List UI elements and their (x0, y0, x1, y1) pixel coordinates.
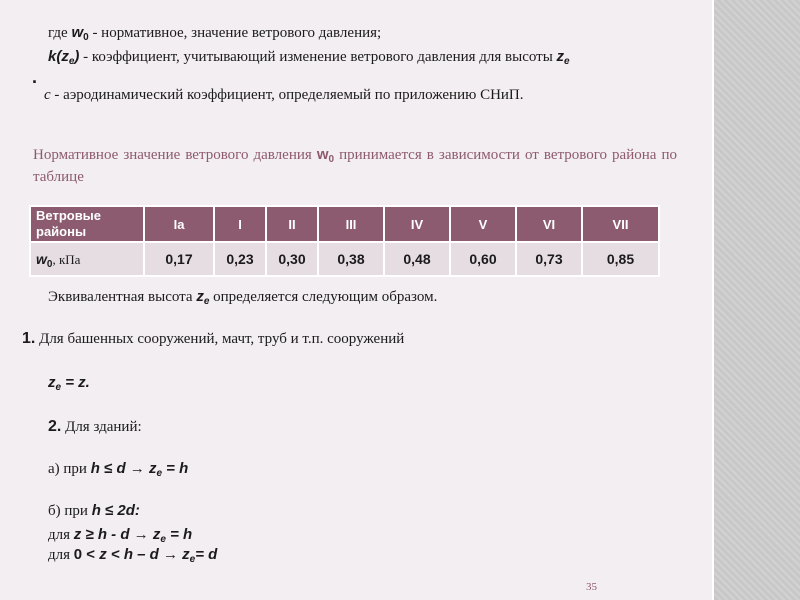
header-wind-regions: Ветровые районы (30, 206, 144, 242)
table-cell-value: 0,23 (214, 242, 266, 276)
case-1-text: 1. Для башенных сооружений, мачт, труб и т.п. сооружений (22, 330, 405, 347)
table-cell-value: 0,60 (450, 242, 516, 276)
case-2-text: 2. Для зданий: (48, 418, 142, 435)
definition-c: с - аэродинамический коэффициент, определяемый по приложению СНиП. (44, 87, 524, 103)
definition-w0: где $w_0$ - нормативное, значение ветрового давления; (48, 24, 382, 43)
side-decoration-edge (712, 0, 714, 600)
wind-pressure-table (29, 205, 660, 277)
equivalent-height-text: Эквивалентная высота $z_e$ определяется следующим образом. (48, 288, 438, 307)
case-2b-1: для $z \ge h - d \to z_e = h$ (48, 526, 193, 545)
intro-paragraph: Нормативное значение ветрового давления $w_0$ принимается в зависимости от ветрового района по таблице (33, 146, 677, 185)
table-cell-value: 0,17 (144, 242, 214, 276)
table-cell-value: 0,30 (266, 242, 318, 276)
case-2b-2: для $0 < z < h - d \to z_e= d$ (48, 546, 218, 565)
definition-k: $k(z_e)$ - коэффициент, учитывающий изменение ветрового давления для высоты $z_e$ (48, 48, 570, 67)
page-number: 35 (586, 581, 597, 593)
header-region: V (450, 206, 516, 242)
header-region: III (318, 206, 384, 242)
case-1-formula: $z_e = z$. (48, 374, 90, 393)
header-region: VI (516, 206, 582, 242)
case-2a: а) при $h \le d \to z_e = h$ (48, 460, 189, 479)
table-cell-value: 0,38 (318, 242, 384, 276)
symbol-w: w (71, 24, 84, 41)
case-2b: б) при h ≤ 2d: (48, 502, 140, 519)
bullet-dot: . (32, 67, 38, 87)
table-header-row (30, 206, 659, 242)
table-cell-value: 0,48 (384, 242, 450, 276)
row-label-w0: $w_0$, кПа (30, 242, 144, 276)
side-decoration-strip (712, 0, 800, 600)
table-values-row (30, 242, 659, 276)
header-region: I (214, 206, 266, 242)
header-region: VII (582, 206, 659, 242)
header-region: II (266, 206, 318, 242)
table-cell-value: 0,73 (516, 242, 582, 276)
header-region: Ia (144, 206, 214, 242)
header-region: IV (384, 206, 450, 242)
table-cell-value: 0,85 (582, 242, 659, 276)
